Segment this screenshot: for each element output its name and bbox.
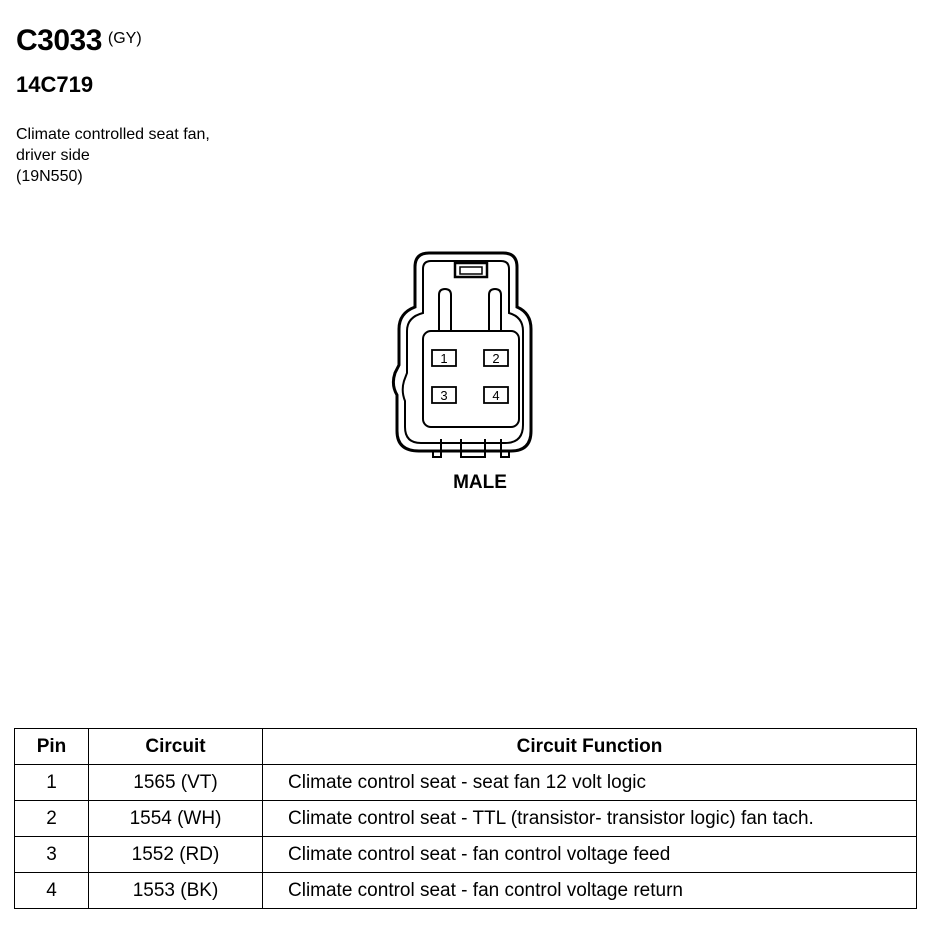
table-row	[15, 801, 917, 837]
cell-circuit: 1552 (RD)	[89, 837, 263, 873]
table-row	[15, 837, 917, 873]
right-latch-slot	[489, 289, 501, 331]
left-latch-slot	[439, 289, 451, 331]
pin-cavity-4	[484, 387, 508, 403]
pin-label-1: 1	[440, 351, 448, 366]
description-line-1: Climate controlled seat fan,	[16, 126, 210, 143]
connector-view-label: MALE	[453, 472, 507, 493]
header-circuit: Circuit	[89, 729, 263, 765]
table-row	[15, 873, 917, 909]
connector-description	[16, 124, 210, 187]
cell-pin: 3	[15, 837, 89, 873]
pin-cavity-2	[484, 350, 508, 366]
cell-function: Climate control seat - TTL (transistor- transistor logic) fan tach.	[263, 801, 917, 837]
connector-outer-housing	[393, 253, 531, 451]
cell-circuit: 1565 (VT)	[89, 765, 263, 801]
locking-tab-inner	[460, 267, 482, 274]
pin-table	[14, 728, 917, 909]
cell-circuit: 1553 (BK)	[89, 873, 263, 909]
connector-id: C3033	[16, 24, 102, 57]
header-pin: Pin	[15, 729, 89, 765]
pin-cavity-block	[423, 331, 519, 427]
cell-function: Climate control seat - seat fan 12 volt logic	[263, 765, 917, 801]
connector-header	[16, 24, 142, 58]
pin-label-4: 4	[492, 388, 500, 403]
table-row	[15, 765, 917, 801]
pin-cavity-3	[432, 387, 456, 403]
connector-color-code: (GY)	[107, 30, 142, 47]
table-header-row	[15, 729, 917, 765]
cell-function: Climate control seat - fan control voltage return	[263, 873, 917, 909]
description-line-2: driver side	[16, 147, 90, 164]
part-number: 14C719	[16, 72, 94, 97]
pin-label-2: 2	[492, 351, 500, 366]
header-circuit-function: Circuit Function	[263, 729, 917, 765]
bottom-key-tabs	[433, 439, 509, 457]
cell-function: Climate control seat - fan control voltage feed	[263, 837, 917, 873]
connector-face-diagram	[385, 245, 545, 470]
description-line-3: (19N550)	[16, 168, 83, 185]
pin-cavity-1	[432, 350, 456, 366]
cell-pin: 1	[15, 765, 89, 801]
cell-pin: 2	[15, 801, 89, 837]
cell-circuit: 1554 (WH)	[89, 801, 263, 837]
cell-pin: 4	[15, 873, 89, 909]
pin-label-3: 3	[440, 388, 448, 403]
